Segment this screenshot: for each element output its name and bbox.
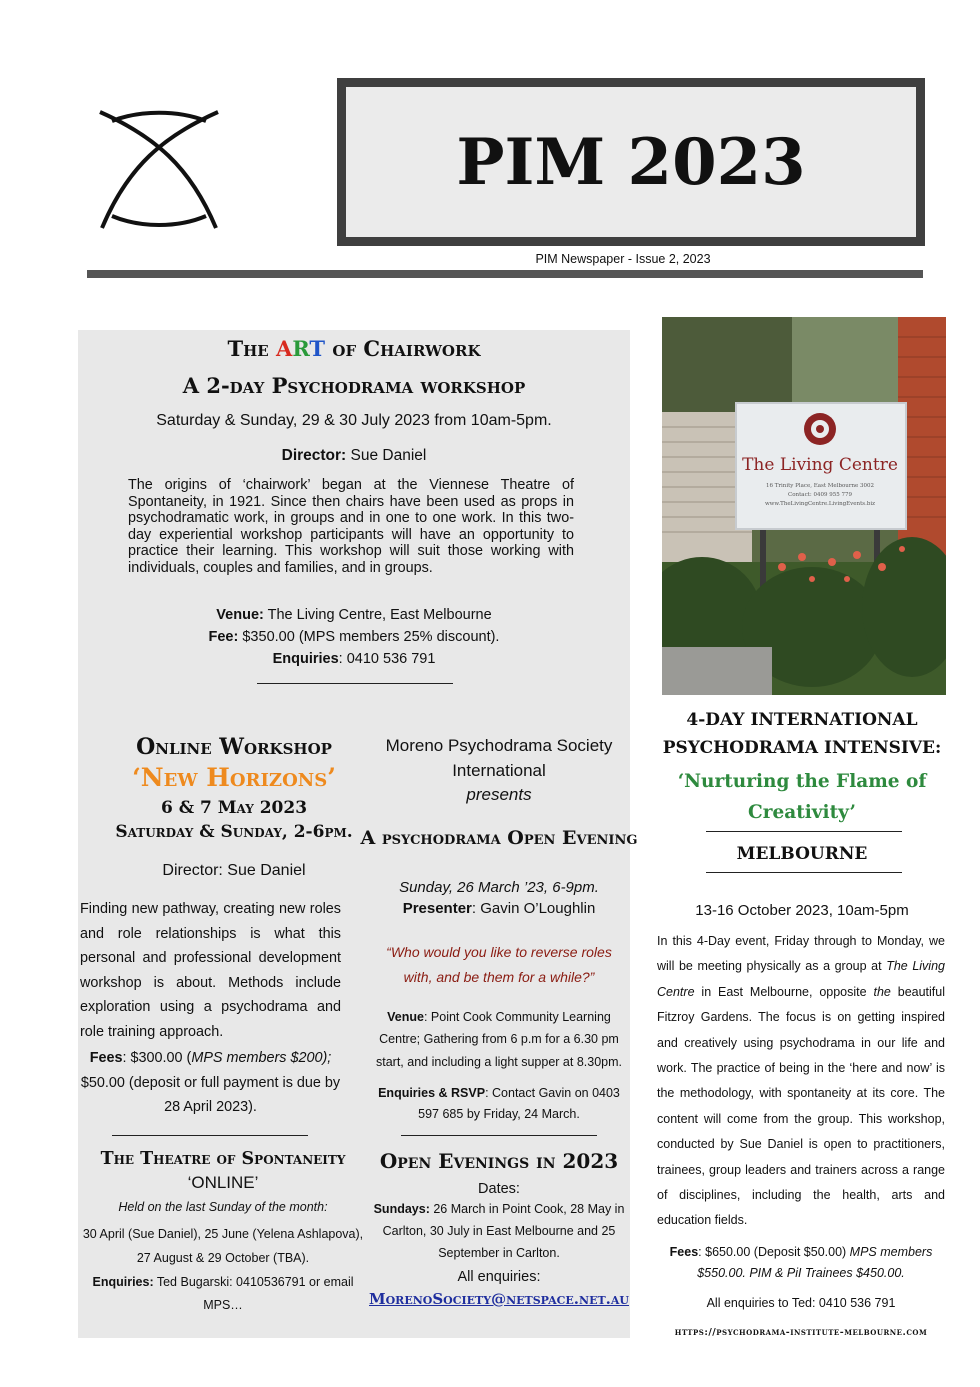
- issue-line: PIM Newspaper - Issue 2, 2023: [535, 252, 711, 266]
- moreno-org-line1: Moreno Psychodrama Society: [385, 736, 613, 755]
- institute-website-link[interactable]: https://psychodrama-institute-melbourne.com: [674, 1327, 928, 1338]
- intensive-fees-text: : $650.00 (Deposit $50.00): [698, 1245, 850, 1259]
- art-venue: [78, 604, 630, 626]
- online-workshop-body: Finding new pathway, creating new roles and role relationships is what this personal and professional development workshop is about. Methods include exploration using a psychodrama and role training approach.: [80, 901, 341, 1040]
- art-fee-label: Fee:: [208, 629, 239, 645]
- art-dates: Saturday & Sunday, 29 & 30 July 2023 from 10am-5pm.: [156, 412, 552, 429]
- sign-line1: 16 Trinity Place, East Melbourne 3002: [765, 483, 875, 489]
- divider: [706, 831, 902, 832]
- intensive-title-line1: 4-DAY INTERNATIONAL: [686, 710, 918, 730]
- venue-label: Venue: [387, 1010, 424, 1024]
- open-evenings-dates: [364, 1198, 634, 1265]
- intensive-enquiries: All enquiries to Ted: 0410 536 791: [706, 1296, 896, 1310]
- open-evenings-dates-label: Dates:: [478, 1181, 520, 1197]
- sign-line3: www.TheLivingCentre.LivingEvents.biz: [764, 501, 876, 507]
- online-workshop-name: ‘New Horizons’: [132, 763, 336, 792]
- divider: [706, 872, 902, 873]
- art-fee: [78, 626, 630, 648]
- art-venue-label: Venue:: [216, 607, 264, 623]
- ow-fees-members: MPS members $200);: [191, 1050, 332, 1066]
- sundays-label: Sundays:: [373, 1202, 430, 1216]
- art-letter-r: R: [292, 336, 310, 361]
- presenter-label: Presenter: [402, 900, 472, 917]
- intensive-fees-discount: MPS members $550.00. PIM & PiI Trainees $450.00.: [697, 1245, 933, 1280]
- theatre-online: ‘ONLINE’: [187, 1173, 259, 1192]
- open-evening-rsvp: [366, 1083, 632, 1124]
- art-venue-text: The Living Centre, East Melbourne: [263, 607, 492, 623]
- sign-name: The Living Centre: [742, 455, 898, 475]
- art-director: [78, 447, 630, 465]
- open-evening-venue: [366, 1006, 632, 1073]
- theatre-held: Held on the last Sunday of the month:: [118, 1200, 328, 1214]
- divider: [401, 1135, 597, 1136]
- art-body: The origins of ‘chairwork’ began at the Viennese Theatre of Spontaneity, in 1921. Since then chairs have been used as props in psychodramatic work, in groups and in one to one work. In this two-day experiential workshop participants will have an opportunity to practice their learning. This workshop will suit those working with individuals, couples and families, and in groups.: [128, 477, 574, 576]
- intensive-fees: [648, 1242, 954, 1283]
- intensive-fees-label: Fees: [669, 1245, 699, 1259]
- living-centre-photo: [662, 317, 946, 695]
- theatre-enquiries-text: Ted Bugarski: 0410536791 or email MPS…: [153, 1274, 354, 1313]
- header-divider: [87, 270, 923, 278]
- art-director-name: Sue Daniel: [346, 447, 427, 464]
- intensive-title: [644, 706, 960, 762]
- art-title: [78, 336, 630, 361]
- theatre-details: [78, 1223, 368, 1318]
- moreno-email-link[interactable]: MorenoSociety@netspace.net.au: [369, 1290, 629, 1308]
- moreno-org: [360, 734, 638, 808]
- art-enquiries-label: Enquiries: [272, 651, 339, 667]
- ow-fees-b: $50.00 (deposit or full payment is due by 28 April 2023).: [80, 1074, 341, 1116]
- sign-line2: Contact: 0409 955 779: [788, 492, 852, 498]
- presenter-name: : Gavin O’Loughlin: [471, 900, 596, 917]
- masthead: [337, 78, 925, 246]
- rsvp-text: : Contact Gavin on 0403 597 685 by Friday, 24 March.: [418, 1086, 620, 1121]
- art-enquiries-text: : 0410 536 791: [338, 651, 436, 667]
- open-evening-title: A psychodrama Open Evening: [360, 827, 638, 849]
- page-title: PIM 2023: [456, 125, 806, 200]
- intensive-body-venue: The Living Centre: [657, 959, 945, 999]
- intensive-body-a: In this 4-Day event, Friday through to Monday, we will be meeting physically as a group at: [657, 934, 945, 974]
- art-subtitle: A 2-day Psychodrama workshop: [182, 373, 526, 398]
- intensive-body-the: the: [873, 984, 891, 999]
- open-evenings-all-enquiries: All enquiries:: [457, 1269, 541, 1285]
- theatre-enquiries: [78, 1271, 368, 1319]
- theatre-title: The Theatre of Spontaneity: [100, 1149, 346, 1169]
- art-letter-t: T: [309, 336, 326, 361]
- intensive-body: [657, 929, 945, 1234]
- sundays-text: 26 March in Point Cook, 28 May in Carlton, 30 July in East Melbourne and 25 September in Carlton.: [382, 1202, 625, 1261]
- moreno-org-line2: International: [452, 760, 546, 780]
- online-workshop-director: Director: Sue Daniel: [162, 862, 306, 879]
- rsvp-label: Enquiries & RSVP: [378, 1086, 486, 1100]
- intensive-dates: 13-16 October 2023, 10am-5pm: [695, 902, 909, 919]
- art-fee-text: $350.00 (MPS members 25% discount).: [238, 629, 500, 645]
- divider: [257, 683, 453, 684]
- ow-fees-label: Fees: [89, 1050, 123, 1066]
- theatre-dates: 30 April (Sue Daniel), 25 June (Yelena Ashlapova), 27 August & 29 October (TBA).: [82, 1227, 364, 1265]
- intensive-location: MELBOURNE: [736, 844, 868, 864]
- art-title-prefix: The: [227, 336, 277, 361]
- ow-fees-a: : $300.00 (: [122, 1050, 192, 1066]
- art-letter-a: A: [276, 336, 293, 361]
- intensive-body-c: beautiful Fitzroy Gardens. The focus is on getting inspired and creatively using psychodrama in our life and work. The practice of being in the ‘here and now’ is the methodology, with spontaneity at its core. The content will come from the group. This workshop, conducted by Sue Daniel is open to practitioners, trainees, group leaders and trainers across a range of disciplines, including the health, arts and education fields.: [657, 984, 945, 1228]
- psi-symbol-icon: [96, 108, 222, 230]
- art-title-suffix: of Chairwork: [325, 336, 481, 361]
- intensive-body-b: in East Melbourne, opposite: [694, 984, 874, 999]
- online-workshop-title: Online Workshop: [136, 734, 332, 760]
- art-director-label: Director:: [281, 447, 347, 464]
- open-evenings-title: Open Evenings in 2023: [379, 1149, 619, 1173]
- moreno-presents: presents: [466, 785, 532, 804]
- intensive-title-line2: PSYCHODRAMA INTENSIVE:: [662, 738, 942, 758]
- divider: [112, 1135, 308, 1136]
- theatre-enquiries-label: Enquiries:: [92, 1274, 154, 1289]
- online-workshop-fees: [80, 1046, 341, 1120]
- open-evening-when: Sunday, 26 March ’23, 6-9pm.: [399, 879, 599, 896]
- art-enquiries: [78, 648, 630, 670]
- art-details: [78, 604, 630, 670]
- venue-text: : Point Cook Community Learning Centre; Gathering from 6 p.m for a 6.30 pm start, and including a light supper at 8.30pm.: [376, 1010, 622, 1069]
- open-evening-presenter: [360, 900, 638, 917]
- intensive-subtitle: ‘Nurturing the Flame of Creativity’: [677, 771, 927, 823]
- online-workshop-date: 6 & 7 May 2023: [160, 798, 308, 818]
- online-workshop-days: Saturday & Sunday, 2-6pm.: [115, 822, 353, 842]
- open-evening-quote: “Who would you like to reverse roles with, and be them for a while?”: [386, 944, 612, 985]
